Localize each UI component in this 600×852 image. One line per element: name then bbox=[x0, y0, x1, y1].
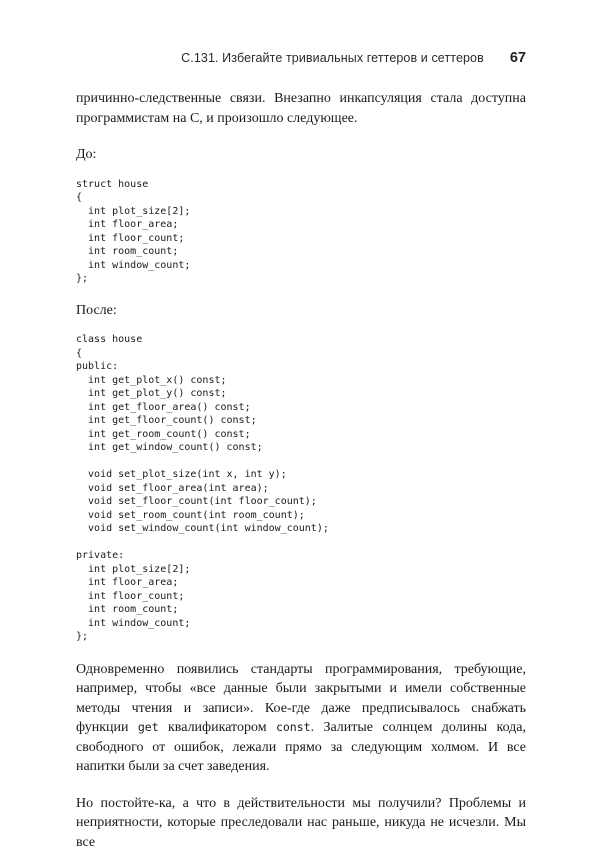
before-label: До: bbox=[76, 145, 526, 165]
after-label: После: bbox=[76, 301, 526, 321]
standards-text-3: . Залитые солнцем долины кода, свободного от ошибок, лежали прямо за следующим холмом. И все напитки были за счет заведения. bbox=[76, 720, 526, 774]
standards-text-2: квалификатором bbox=[159, 720, 276, 735]
intro-paragraph: причинно-следственные связи. Внезапно инкапсуляция стала доступна программистам на С, и произошло следующее. bbox=[76, 89, 526, 128]
before-code-block: struct house { int plot_size[2]; int floor_area; int floor_count; int room_count; int window_count; }; bbox=[76, 178, 526, 286]
inline-code-get: get bbox=[138, 720, 159, 734]
page-header bbox=[76, 50, 526, 66]
standards-paragraph bbox=[76, 660, 526, 777]
closing-paragraph: Но постойте-ка, а что в действительности мы получили? Проблемы и неприятности, которые преследовали нас раньше, никуда не исчезли. Мы все bbox=[76, 794, 526, 852]
inline-code-const: const bbox=[276, 720, 311, 734]
page-body bbox=[76, 89, 526, 852]
running-title: С.131. Избегайте тривиальных геттеров и сеттеров bbox=[181, 51, 484, 65]
after-code-block: class house { public: int get_plot_x() const; int get_plot_y() const; int get_floor_area() const; int get_floor_count() const; int get_room_count() const; int get_window_count() const; void set_plot_size(int x, int y); void set_floor_area(int area); void set_floor_count(int floor_count); void set_room_count(int room_count); void set_window_count(int window_count); private: int plot_size[2]; int floor_area; int floor_count; int room_count; int window_count; }; bbox=[76, 333, 526, 644]
page-number: 67 bbox=[510, 50, 526, 66]
standards-text-1: Одновременно появились стандарты программирования, требующие, например, чтобы «все данные были закрытыми и имели собственные методы чтения и записи». Кое-где даже предписывалось снабжать функции bbox=[76, 662, 526, 736]
